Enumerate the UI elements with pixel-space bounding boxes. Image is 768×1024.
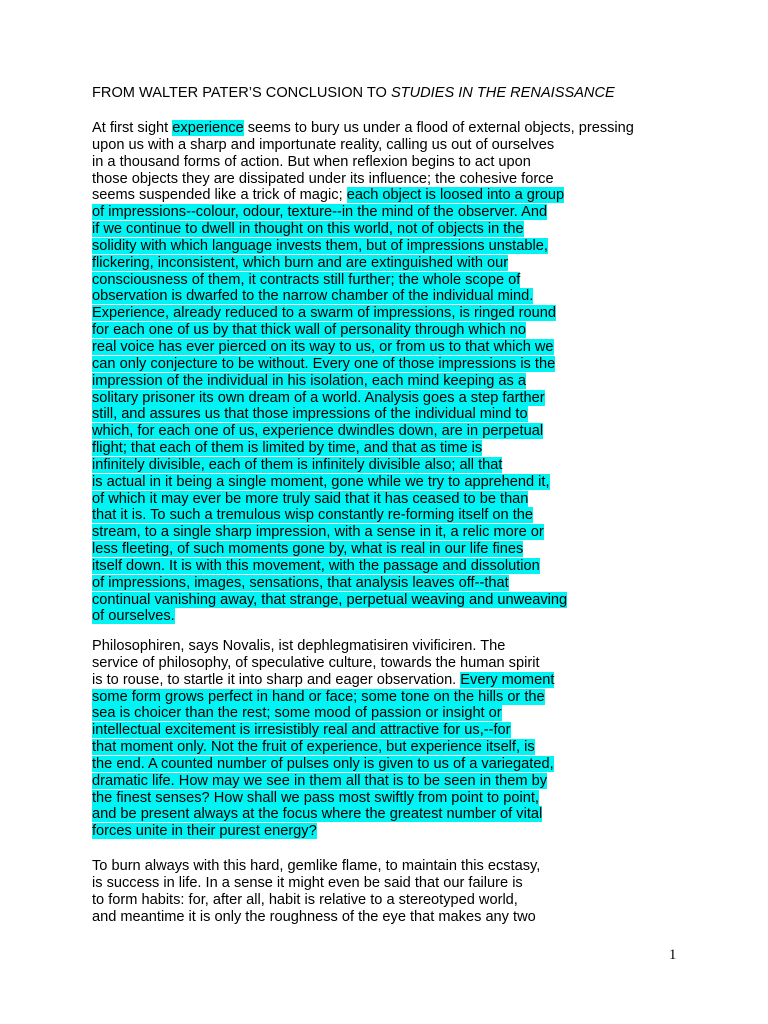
highlighted-text: Every moment — [460, 671, 555, 688]
highlighted-text: stream, to a single sharp impression, with a sense in it, a relic more or — [92, 524, 544, 541]
text-line — [92, 474, 634, 491]
text-line — [92, 806, 554, 823]
text-line — [92, 255, 634, 272]
text-line — [92, 457, 634, 474]
highlighted-text: continual vanishing away, that strange, perpetual weaving and unweaving — [92, 591, 568, 608]
highlighted-text: experience — [172, 120, 244, 136]
text-line — [92, 655, 554, 672]
text-line — [92, 288, 634, 305]
text-line — [92, 608, 634, 625]
text-line — [92, 875, 540, 892]
document-title — [92, 84, 615, 102]
highlighted-text: flickering, inconsistent, which burn and are extinguished with our — [92, 254, 509, 271]
text-line — [92, 120, 634, 137]
highlighted-text: is actual in it being a single moment, gone while we try to apprehend it, — [92, 473, 550, 490]
text-line — [92, 154, 634, 171]
text-run: is to rouse, to startle it into sharp and eager observation. — [92, 671, 461, 688]
text-line — [92, 892, 540, 909]
highlighted-text: the end. A counted number of pulses only is given to us of a variegated, — [92, 755, 554, 772]
highlighted-text: sea is choicer than the rest; some mood of passion or insight or — [92, 705, 502, 722]
highlighted-text: solitary prisoner its own dream of a world. Analysis goes a step farther — [92, 389, 545, 406]
text-line — [92, 272, 634, 289]
paragraph-3 — [92, 858, 540, 925]
text-run: To burn always with this hard, gemlike flame, to maintain this ecstasy, — [92, 858, 541, 874]
text-run: Philosophiren, says Novalis, ist dephlegmatisiren vivificiren. The — [92, 638, 506, 654]
highlighted-text: that moment only. Not the fruit of experience, but experience itself, is — [92, 739, 535, 756]
text-line — [92, 592, 634, 609]
title-prefix: FROM WALTER PATER’S CONCLUSION TO — [92, 85, 391, 101]
title-work: STUDIES IN THE RENAISSANCE — [390, 85, 615, 101]
text-run: At first sight — [92, 120, 173, 136]
text-line — [92, 491, 634, 508]
text-line — [92, 423, 634, 440]
text-line — [92, 137, 634, 154]
page-number: 1 — [669, 947, 677, 963]
highlighted-text: which, for each one of us, experience dwindles down, are in perpetual — [92, 423, 544, 440]
text-line — [92, 440, 634, 457]
highlighted-text: intellectual excitement is irresistibly real and attractive for us,--for — [92, 722, 511, 739]
text-run: to form habits: for, after all, habit is relative to a stereotyped world, — [92, 891, 518, 908]
highlighted-text: dramatic life. How may we see in them all that is to be seen in them by — [92, 772, 548, 789]
text-line — [92, 204, 634, 221]
highlighted-text: real voice has ever pierced on its way to us, or from us to that which we — [92, 338, 554, 355]
highlighted-text: can only conjecture to be without. Every one of those impressions is the — [92, 355, 556, 372]
text-line — [92, 339, 634, 356]
text-run: service of philosophy, of speculative culture, towards the human spirit — [92, 654, 540, 671]
text-run: those objects they are dissipated under its influence; the cohesive force — [92, 170, 554, 187]
text-line — [92, 406, 634, 423]
text-line — [92, 575, 634, 592]
text-line — [92, 187, 634, 204]
highlighted-text: consciousness of them, it contracts still further; the whole scope of — [92, 271, 521, 288]
highlighted-text: observation is dwarfed to the narrow chamber of the individual mind. — [92, 288, 534, 305]
text-line — [92, 558, 634, 575]
text-line — [92, 524, 634, 541]
highlighted-text: still, and assures us that those impressions of the individual mind to — [92, 406, 528, 423]
text-run: is success in life. In a sense it might even be said that our failure is — [92, 874, 523, 891]
text-run: upon us with a sharp and importunate reality, calling us out of ourselves — [92, 136, 555, 153]
highlighted-text: the finest senses? How shall we pass most swiftly from point to point, — [92, 789, 539, 806]
text-line — [92, 722, 554, 739]
text-run: and meantime it is only the roughness of the eye that makes any two — [92, 908, 536, 925]
text-line — [92, 638, 554, 655]
highlighted-text: flight; that each of them is limited by time, and that as time is — [92, 440, 483, 457]
highlighted-text: of impressions--colour, odour, texture--in the mind of the observer. And — [92, 204, 548, 221]
highlighted-text: some form grows perfect in hand or face; some tone on the hills or the — [92, 688, 545, 705]
highlighted-text: and be present always at the focus where the greatest number of vital — [92, 806, 543, 823]
text-line — [92, 238, 634, 255]
highlighted-text: that it is. To such a tremulous wisp constantly re-forming itself on the — [92, 507, 533, 524]
highlighted-text: infinitely divisible, each of them is infinitely divisible also; all that — [92, 456, 503, 473]
highlighted-text: Experience, already reduced to a swarm of impressions, is ringed round — [92, 305, 556, 322]
highlighted-text: of impressions, images, sensations, that analysis leaves off--that — [92, 574, 509, 591]
text-line — [92, 790, 554, 807]
paragraph-2 — [92, 638, 554, 840]
text-run: in a thousand forms of action. But when reflexion begins to act upon — [92, 153, 531, 170]
text-line — [92, 689, 554, 706]
highlighted-text: forces unite in their purest energy? — [92, 823, 317, 840]
paragraph-1 — [92, 120, 634, 625]
highlighted-text: less fleeting, of such moments gone by, what is real in our life fines — [92, 541, 524, 558]
text-line — [92, 739, 554, 756]
text-line — [92, 356, 634, 373]
text-line — [92, 171, 634, 188]
text-line — [92, 909, 540, 926]
text-line — [92, 322, 634, 339]
text-line — [92, 773, 554, 790]
text-line — [92, 541, 634, 558]
text-line — [92, 373, 634, 390]
text-line — [92, 390, 634, 407]
text-line — [92, 705, 554, 722]
highlighted-text: solidity with which language invests them, but of impressions unstable, — [92, 237, 548, 254]
text-line — [92, 858, 540, 875]
text-line — [92, 221, 634, 238]
text-run: seems suspended like a trick of magic; — [92, 187, 347, 204]
text-line — [92, 305, 634, 322]
highlighted-text: of ourselves. — [92, 608, 175, 625]
highlighted-text: itself down. It is with this movement, with the passage and dissolution — [92, 557, 540, 574]
text-run: seems to bury us under a flood of external objects, pressing — [243, 120, 634, 136]
text-line — [92, 823, 554, 840]
text-line — [92, 756, 554, 773]
highlighted-text: impression of the individual in his isolation, each mind keeping as a — [92, 372, 527, 389]
text-line — [92, 507, 634, 524]
highlighted-text: for each one of us by that thick wall of personality through which no — [92, 322, 527, 339]
highlighted-text: each object is loosed into a group — [346, 187, 565, 204]
text-line — [92, 672, 554, 689]
highlighted-text: if we continue to dwell in thought on this world, not of objects in the — [92, 221, 524, 238]
highlighted-text: of which it may ever be more truly said that it has ceased to be than — [92, 490, 529, 507]
